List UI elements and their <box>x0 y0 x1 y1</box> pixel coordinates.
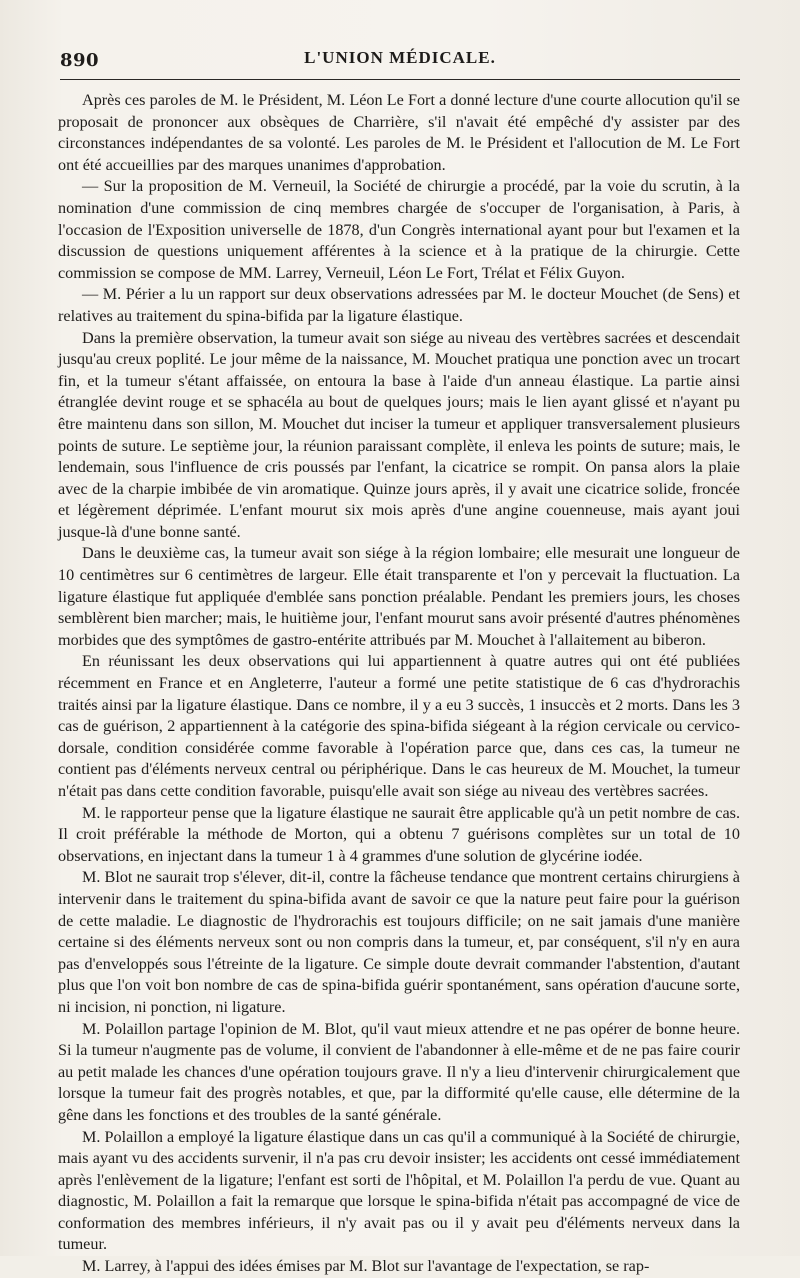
article-body <box>58 90 740 1278</box>
paragraph: Dans la première observation, la tumeur avait son siége au niveau des vertèbres sacrées et descendait jusqu'au creux poplité. Le jour même de la naissance, M. Mouchet pratiqua une ponction avec un trocart fin, et la tumeur s'étant affaissée, on entoura la base à l'aide d'un anneau élastique. La partie ainsi étranglée devint rouge et se sphacéla au bout de quelques jours; mais le lien ayant glissé et n'ayant pu être maintenu dans son sillon, M. Mouchet dut inciser la tumeur et appliquer transversalement plusieurs points de suture. Le septième jour, la réunion paraissant complète, il enleva les points de suture; mais, le lendemain, sous l'influence de cris poussés par l'enfant, la cicatrice se rompit. On pansa alors la plaie avec de la charpie imbibée de vin aromatique. Quinze jours après, il y avait une cicatrice solide, froncée et légèrement déprimée. L'enfant mourut six mois après d'une angine couenneuse, mais ayant joui jusque-là d'une bonne santé. <box>58 328 740 541</box>
paragraph: M. Polaillon a employé la ligature élastique dans un cas qu'il a communiqué à la Société de chirurgie, mais ayant vu des accidents survenir, il n'a pas cru devoir insister; les accidents ont cessé immédiatement après l'enlèvement de la ligature; l'enfant est sorti de l'hôpital, et M. Polaillon l'a perdu de vue. Quant au diagnostic, M. Polaillon a fait la remarque que lorsque le spina-bifida n'était pas accompagné de vice de conformation des membres inférieurs, il n'y avait pas ou il y avait peu d'éléments nerveux dans la tumeur. <box>58 1127 740 1254</box>
paragraph: Après ces paroles de M. le Président, M. Léon Le Fort a donné lecture d'une courte allocution qu'il se proposait de prononcer aux obsèques de Charrière, s'il n'avait été empêché d'y assister par des circonstances indépendantes de sa volonté. Les paroles de M. le Président et l'allocution de M. Le Fort ont été accueillies par des marques unanimes d'approbation. <box>58 91 740 174</box>
paragraph: En réunissant les deux observations qui lui appartiennent à quatre autres qui ont été publiées récemment en France et en Angleterre, l'auteur a formé une petite statistique de 6 cas d'hydrorachis traités ainsi par la ligature élastique. Dans ce nombre, il y a eu 3 succès, 1 insuccès et 2 morts. Dans les 3 cas de guérison, 2 appartiennent à la catégorie des spina-bifida siégeant à la région cervicale ou cervico-dorsale, condition considérée comme favorable à l'opération parce que, dans ces cas, la tumeur ne contient pas d'éléments nerveux central ou périphérique. Dans le cas heureux de M. Mouchet, la tumeur n'était pas dans cette condition favorable, puisqu'elle avait son siége au niveau des vertèbres sacrées. <box>58 652 740 800</box>
paragraph: M. Larrey, à l'appui des idées émises par M. Blot sur l'avantage de l'expectation, se rap- <box>82 1257 650 1276</box>
running-title: L'UNION MÉDICALE. <box>304 48 496 67</box>
paragraph: M. Blot ne saurait trop s'élever, dit-il, contre la fâcheuse tendance que montrent certains chirurgiens à intervenir dans le traitement du spina-bifida avant de savoir ce que la nature peut faire pour la guérison de cette maladie. Le diagnostic de l'hydrorachis est toujours difficile; on ne sait jamais d'une manière certaine si des éléments nerveux sont ou non compris dans la tumeur, et, par conséquent, s'il n'y en aura pas d'enveloppés sous l'étreinte de la ligature. Ce simple doute devrait commander l'abstention, d'autant plus que l'on voit bon nombre de cas de spina-bifida guérir spontanément, sans opération d'aucune sorte, ni incision, ni ponction, ni ligature. <box>58 868 740 1016</box>
page-number: 890 <box>60 50 100 71</box>
paragraph: M. le rapporteur pense que la ligature élastique ne saurait être applicable qu'à un petit nombre de cas. Il croit préférable la méthode de Morton, qui a obtenu 7 guérisons complètes sur un total de 10 observations, en injectant dans la tumeur 1 à 4 grammes d'une solution de glycérine iodée. <box>58 803 740 865</box>
header-rule <box>60 79 740 80</box>
paragraph: M. Polaillon partage l'opinion de M. Blot, qu'il vaut mieux attendre et ne pas opérer de bonne heure. Si la tumeur n'augmente pas de volume, il convient de l'abandonner à elle-même et de ne pas faire courir au petit malade les chances d'une opération toujours grave. Il n'y a lieu d'intervenir chirurgicalement que lorsque la tumeur fait des progrès notables, et que, par la difformité qu'elle cause, elle détermine de la gêne dans les fonctions et des troubles de la santé générale. <box>58 1019 740 1124</box>
page-header <box>60 44 740 74</box>
paragraph: Dans le deuxième cas, la tumeur avait son siége à la région lombaire; elle mesurait une longueur de 10 centimètres sur 6 centimètres de largeur. Elle était transparente et l'on y percevait la fluctuation. La ligature élastique fut appliquée d'emblée sans ponction préalable. Pendant les premiers jours, les choses semblèrent bien marcher; mais, le huitième jour, l'enfant mourut sans avoir présenté d'autres phénomènes morbides que des symptômes de gastro-entérite attribués par M. Mouchet à l'allaitement au biberon. <box>58 544 740 649</box>
paragraph: — M. Périer a lu un rapport sur deux observations adressées par M. le docteur Mouchet (de Sens) et relatives au traitement du spina-bifida par la ligature élastique. <box>58 285 740 325</box>
paragraph: — Sur la proposition de M. Verneuil, la Société de chirurgie a procédé, par la voie du scrutin, à la nomination d'une commission de cinq membres chargée de s'occuper de l'organisation, à Paris, à l'occasion de l'Exposition universelle de 1878, d'un Congrès international ayant pour but l'examen et la discussion de questions uniquement afférentes à la science et à la pratique de la chirurgie. Cette commission se compose de MM. Larrey, Verneuil, Léon Le Fort, Trélat et Félix Guyon. <box>58 177 740 282</box>
